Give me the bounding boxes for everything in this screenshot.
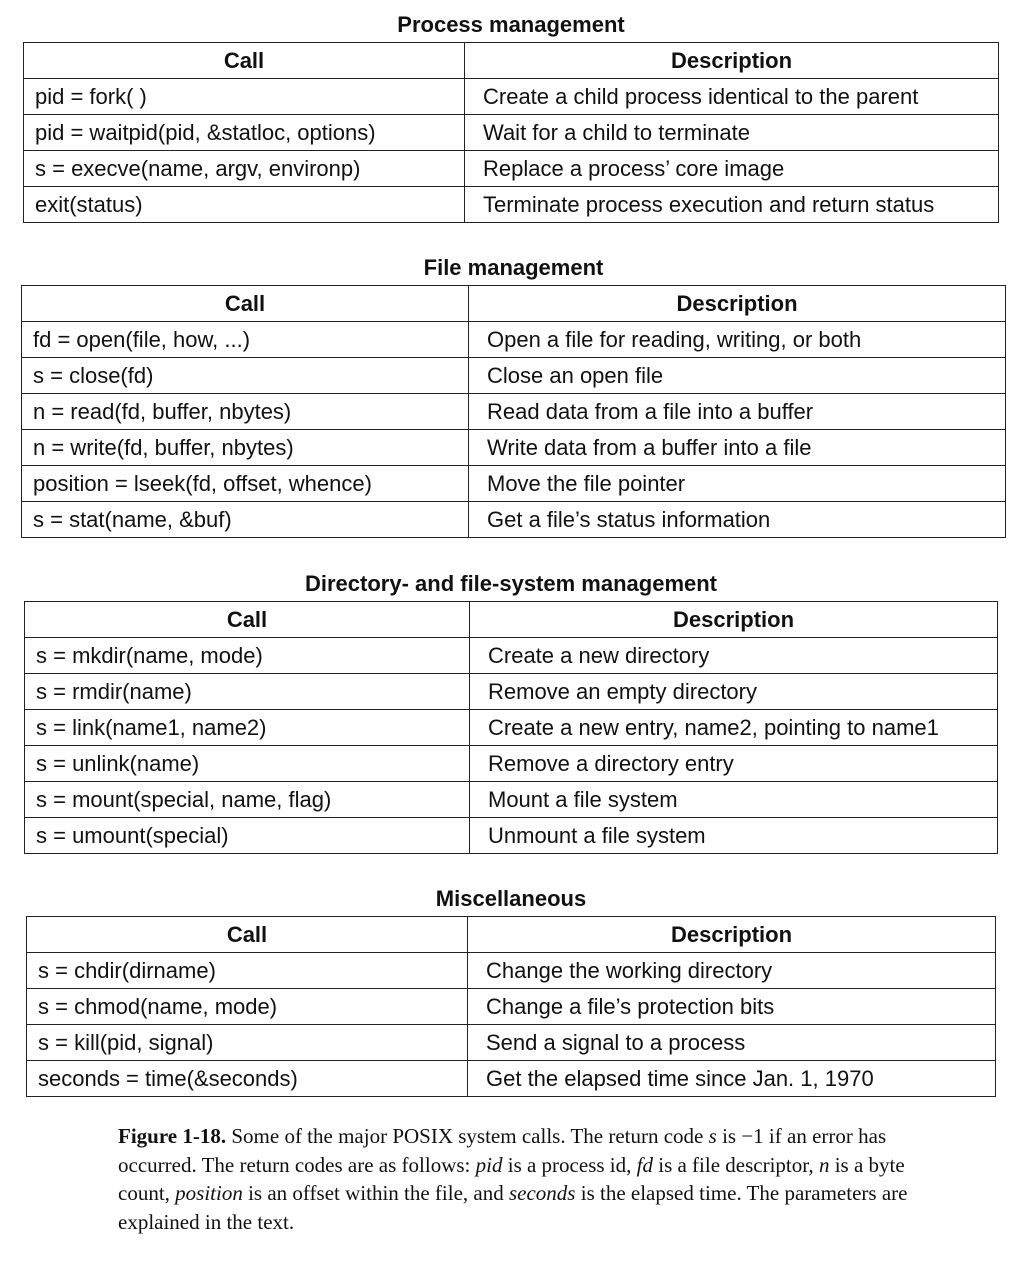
description-cell: Unmount a file system — [470, 818, 998, 854]
caption-text: is the elapsed time. The parameters are explained in the text. — [118, 1181, 908, 1234]
description-cell: Get a file’s status information — [469, 502, 1006, 538]
call-cell: s = chmod(name, mode) — [27, 989, 468, 1025]
caption-term: pid — [475, 1152, 503, 1177]
caption-text: is an offset within the file, and — [242, 1181, 509, 1205]
call-cell: s = execve(name, argv, environp) — [24, 151, 465, 187]
table-row — [24, 151, 999, 187]
description-cell: Change a file’s protection bits — [468, 989, 996, 1025]
description-cell: Replace a process’ core image — [465, 151, 999, 187]
table-row — [22, 394, 1006, 430]
caption-term: s — [708, 1124, 717, 1148]
call-column-header: Call — [27, 917, 468, 953]
description-column-header: Description — [465, 43, 999, 79]
table-row — [22, 322, 1006, 358]
description-cell: Get the elapsed time since Jan. 1, 1970 — [468, 1061, 996, 1097]
description-cell: Create a new entry, name2, pointing to name1 — [470, 710, 998, 746]
section-title: Process management — [397, 12, 625, 37]
table-header-row — [27, 917, 996, 953]
description-cell: Write data from a buffer into a file — [469, 430, 1006, 466]
file-management-section — [21, 251, 1006, 538]
table-row — [25, 782, 998, 818]
table-row — [27, 953, 996, 989]
caption-term: n — [818, 1152, 830, 1177]
table-row — [27, 989, 996, 1025]
call-cell: pid = fork( ) — [24, 79, 465, 115]
call-cell: s = close(fd) — [22, 358, 469, 394]
description-column-header: Description — [470, 602, 998, 638]
description-cell: Terminate process execution and return status — [465, 187, 999, 223]
caption-text: is −1 if an error has occurred. The return codes are as follows: — [118, 1124, 887, 1177]
call-cell: n = read(fd, buffer, nbytes) — [22, 394, 469, 430]
table-row — [24, 187, 999, 223]
caption-text: is a process id, — [502, 1152, 637, 1177]
call-cell: fd = open(file, how, ...) — [22, 322, 469, 358]
figure-caption — [118, 1122, 918, 1236]
table-header-row — [24, 43, 999, 79]
call-cell: s = stat(name, &buf) — [22, 502, 469, 538]
table-row — [27, 1061, 996, 1097]
call-cell: s = unlink(name) — [25, 746, 470, 782]
call-cell: n = write(fd, buffer, nbytes) — [22, 430, 469, 466]
call-cell: s = umount(special) — [25, 818, 470, 854]
caption-text: is a file descriptor, — [652, 1152, 819, 1177]
description-cell: Read data from a file into a buffer — [469, 394, 1006, 430]
caption-term: position — [175, 1181, 243, 1205]
table-row — [22, 466, 1006, 502]
call-cell: s = mount(special, name, flag) — [25, 782, 470, 818]
description-cell: Change the working directory — [468, 953, 996, 989]
call-cell: pid = waitpid(pid, &statloc, options) — [24, 115, 465, 151]
description-column-header: Description — [468, 917, 996, 953]
file-management-table — [21, 285, 1006, 538]
description-cell: Create a child process identical to the parent — [465, 79, 999, 115]
section-title: File management — [423, 255, 604, 280]
description-cell: Open a file for reading, writing, or both — [469, 322, 1006, 358]
directory-management-section — [24, 567, 998, 854]
table-row — [25, 710, 998, 746]
call-column-header: Call — [25, 602, 470, 638]
description-cell: Close an open file — [469, 358, 1006, 394]
table-header-row — [25, 602, 998, 638]
table-row — [25, 746, 998, 782]
process-management-table — [23, 42, 999, 223]
table-row — [25, 638, 998, 674]
call-cell: s = mkdir(name, mode) — [25, 638, 470, 674]
description-column-header: Description — [469, 286, 1006, 322]
table-row — [24, 79, 999, 115]
description-cell: Move the file pointer — [469, 466, 1006, 502]
call-cell: exit(status) — [24, 187, 465, 223]
table-row — [24, 115, 999, 151]
call-cell: seconds = time(&seconds) — [27, 1061, 468, 1097]
description-cell: Remove an empty directory — [470, 674, 998, 710]
call-column-header: Call — [22, 286, 469, 322]
call-cell: s = rmdir(name) — [25, 674, 470, 710]
caption-term: seconds — [508, 1181, 576, 1205]
table-row — [25, 818, 998, 854]
process-management-section — [23, 8, 999, 223]
caption-term: fd — [636, 1152, 653, 1177]
call-column-header: Call — [24, 43, 465, 79]
table-header-row — [22, 286, 1006, 322]
table-row — [22, 502, 1006, 538]
table-row — [25, 674, 998, 710]
table-row — [27, 1025, 996, 1061]
call-cell: s = link(name1, name2) — [25, 710, 470, 746]
miscellaneous-section — [26, 882, 996, 1097]
description-cell: Send a signal to a process — [468, 1025, 996, 1061]
miscellaneous-table — [26, 916, 996, 1097]
table-row — [22, 358, 1006, 394]
call-cell: s = kill(pid, signal) — [27, 1025, 468, 1061]
section-title: Miscellaneous — [435, 886, 587, 911]
caption-text: is a byte count, — [118, 1152, 905, 1205]
description-cell: Create a new directory — [470, 638, 998, 674]
call-cell: s = chdir(dirname) — [27, 953, 468, 989]
section-title: Directory- and file-system management — [304, 571, 718, 596]
directory-management-table — [24, 601, 998, 854]
description-cell: Remove a directory entry — [470, 746, 998, 782]
table-row — [22, 430, 1006, 466]
caption-text: Some of the major POSIX system calls. The return code — [226, 1124, 709, 1148]
call-cell: position = lseek(fd, offset, whence) — [22, 466, 469, 502]
figure-label: Figure 1-18. — [118, 1124, 227, 1148]
description-cell: Wait for a child to terminate — [465, 115, 999, 151]
description-cell: Mount a file system — [470, 782, 998, 818]
